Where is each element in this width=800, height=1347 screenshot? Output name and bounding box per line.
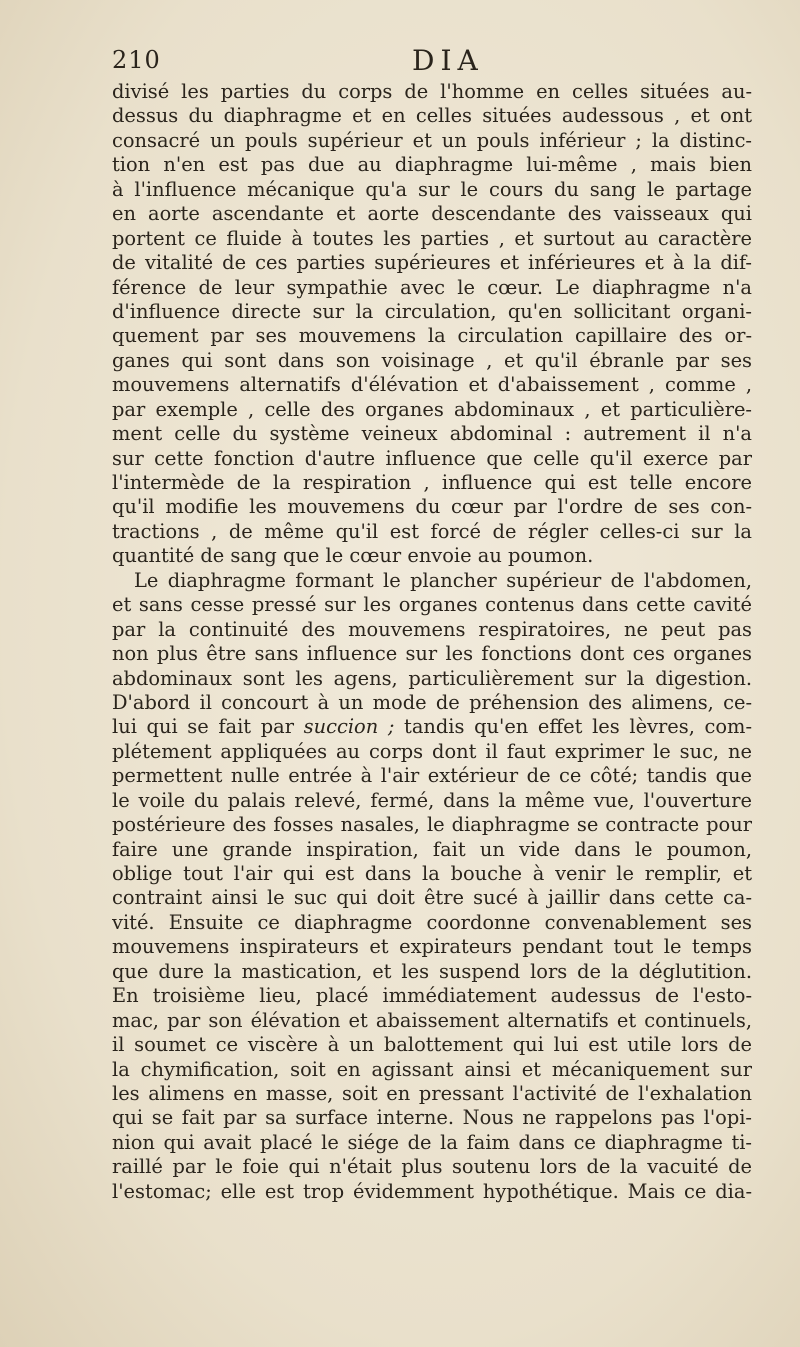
page-number: 210	[112, 46, 161, 74]
text-line: tractions , de même qu'il est forcé de régler celles-ci sur la	[112, 519, 752, 543]
text-line: à l'influence mécanique qu'a sur le cours du sang le partage	[112, 177, 752, 201]
text-line: le voile du palais relevé, fermé, dans la même vue, l'ouverture	[112, 788, 752, 812]
text-line: dessus du diaphragme et en celles situées audessous , et ont	[112, 104, 752, 128]
text-line: raillé par le foie qui n'était plus soutenu lors de la vacuité de	[112, 1155, 752, 1179]
paragraph-start-line: Le diaphragme formant le plancher supérieur de l'abdomen,	[134, 568, 752, 592]
text-line: sur cette fonction d'autre influence que celle qu'il exerce par	[112, 446, 752, 470]
text-line: l'estomac; elle est trop évidemment hypothétique. Mais ce dia-	[112, 1179, 752, 1203]
text-line: mouvemens alternatifs d'élévation et d'abaissement , comme ,	[112, 373, 752, 397]
text-line: de vitalité de ces parties supérieures et inférieures et à la dif-	[112, 251, 752, 275]
line-tail: tandis qu'en effet les lèvres, com-	[394, 715, 752, 739]
text-line: tion n'en est pas due au diaphragme lui-même , mais bien	[112, 153, 752, 177]
text-line: vité. Ensuite ce diaphragme coordonne convenablement ses	[112, 910, 752, 934]
text-line: nion qui avait placé le siége de la faim dans ce diaphragme ti-	[112, 1130, 752, 1154]
text-line: postérieure des fosses nasales, le diaphragme se contracte pour	[112, 813, 752, 837]
text-line: d'influence directe sur la circulation, qu'en sollicitant organi-	[112, 299, 752, 323]
text-line: divisé les parties du corps de l'homme en celles situées au-	[112, 80, 752, 103]
text-line: qu'il modifie les mouvemens du cœur par l'ordre de ses con-	[112, 495, 752, 519]
text-line: non plus être sans influence sur les fonctions dont ces organes	[112, 642, 752, 666]
text-line: par la continuité des mouvemens respiratoires, ne peut pas	[112, 617, 752, 641]
text-line: quement par ses mouvemens la circulation capillaire des or-	[112, 324, 752, 348]
text-line: qui se fait par sa surface interne. Nous ne rappelons pas l'opi-	[112, 1106, 752, 1130]
line-lead: lui qui se fait par	[112, 715, 304, 739]
text-line: ment celle du système veineux abdominal : autrement il n'a	[112, 422, 752, 446]
text-line: mouvemens inspirateurs et expirateurs pendant tout le temps	[112, 935, 752, 959]
text-line: en aorte ascendante et aorte descendante des vaisseaux qui	[112, 202, 752, 226]
text-line: par exemple , celle des organes abdominaux , et particulière-	[112, 397, 752, 421]
text-line: En troisième lieu, placé immédiatement audessus de l'esto-	[112, 984, 752, 1008]
text-line: plétement appliquées au corps dont il faut exprimer le suc, ne	[112, 739, 752, 763]
text-line: la chymification, soit en agissant ainsi et mécaniquement sur	[112, 1057, 752, 1081]
text-line: contraint ainsi le suc qui doit être sucé à jaillir dans cette ca-	[112, 886, 752, 910]
text-line: abdominaux sont les agens, particulièrement sur la digestion.	[112, 666, 752, 690]
text-line: férence de leur sympathie avec le cœur. Le diaphragme n'a	[112, 275, 752, 299]
running-head: DIA	[412, 44, 484, 77]
text-line: faire une grande inspiration, fait un vide dans le poumon,	[112, 837, 752, 861]
text-line: que dure la mastication, et les suspend lors de la déglutition.	[112, 959, 752, 983]
body-text	[112, 80, 752, 1204]
text-line: ganes qui sont dans son voisinage , et qu'il ébranle par ses	[112, 348, 752, 372]
text-line: l'intermède de la respiration , influence qui est telle encore	[112, 471, 752, 494]
text-line: et sans cesse pressé sur les organes contenus dans cette cavité	[112, 593, 752, 617]
text-line: permettent nulle entrée à l'air extérieur de ce côté; tandis que	[112, 764, 752, 788]
text-line-with-italic	[112, 715, 752, 739]
italic-term: succion ;	[303, 715, 395, 739]
text-line: il soumet ce viscère à un balottement qui lui est utile lors de	[112, 1033, 752, 1057]
text-line: les alimens en masse, soit en pressant l'activité de l'exhalation	[112, 1081, 752, 1105]
page-header	[112, 44, 752, 84]
text-line: consacré un pouls supérieur et un pouls inférieur ; la distinc-	[112, 128, 752, 152]
text-line: portent ce fluide à toutes les parties , et surtout au caractère	[112, 226, 752, 250]
text-line: mac, par son élévation et abaissement alternatifs et continuels,	[112, 1008, 752, 1032]
paragraph-end-line: quantité de sang que le cœur envoie au poumon.	[112, 544, 594, 568]
text-line: D'abord il concourt à un mode de préhension des alimens, ce-	[112, 690, 752, 714]
text-line: oblige tout l'air qui est dans la bouche à venir le remplir, et	[112, 862, 752, 885]
